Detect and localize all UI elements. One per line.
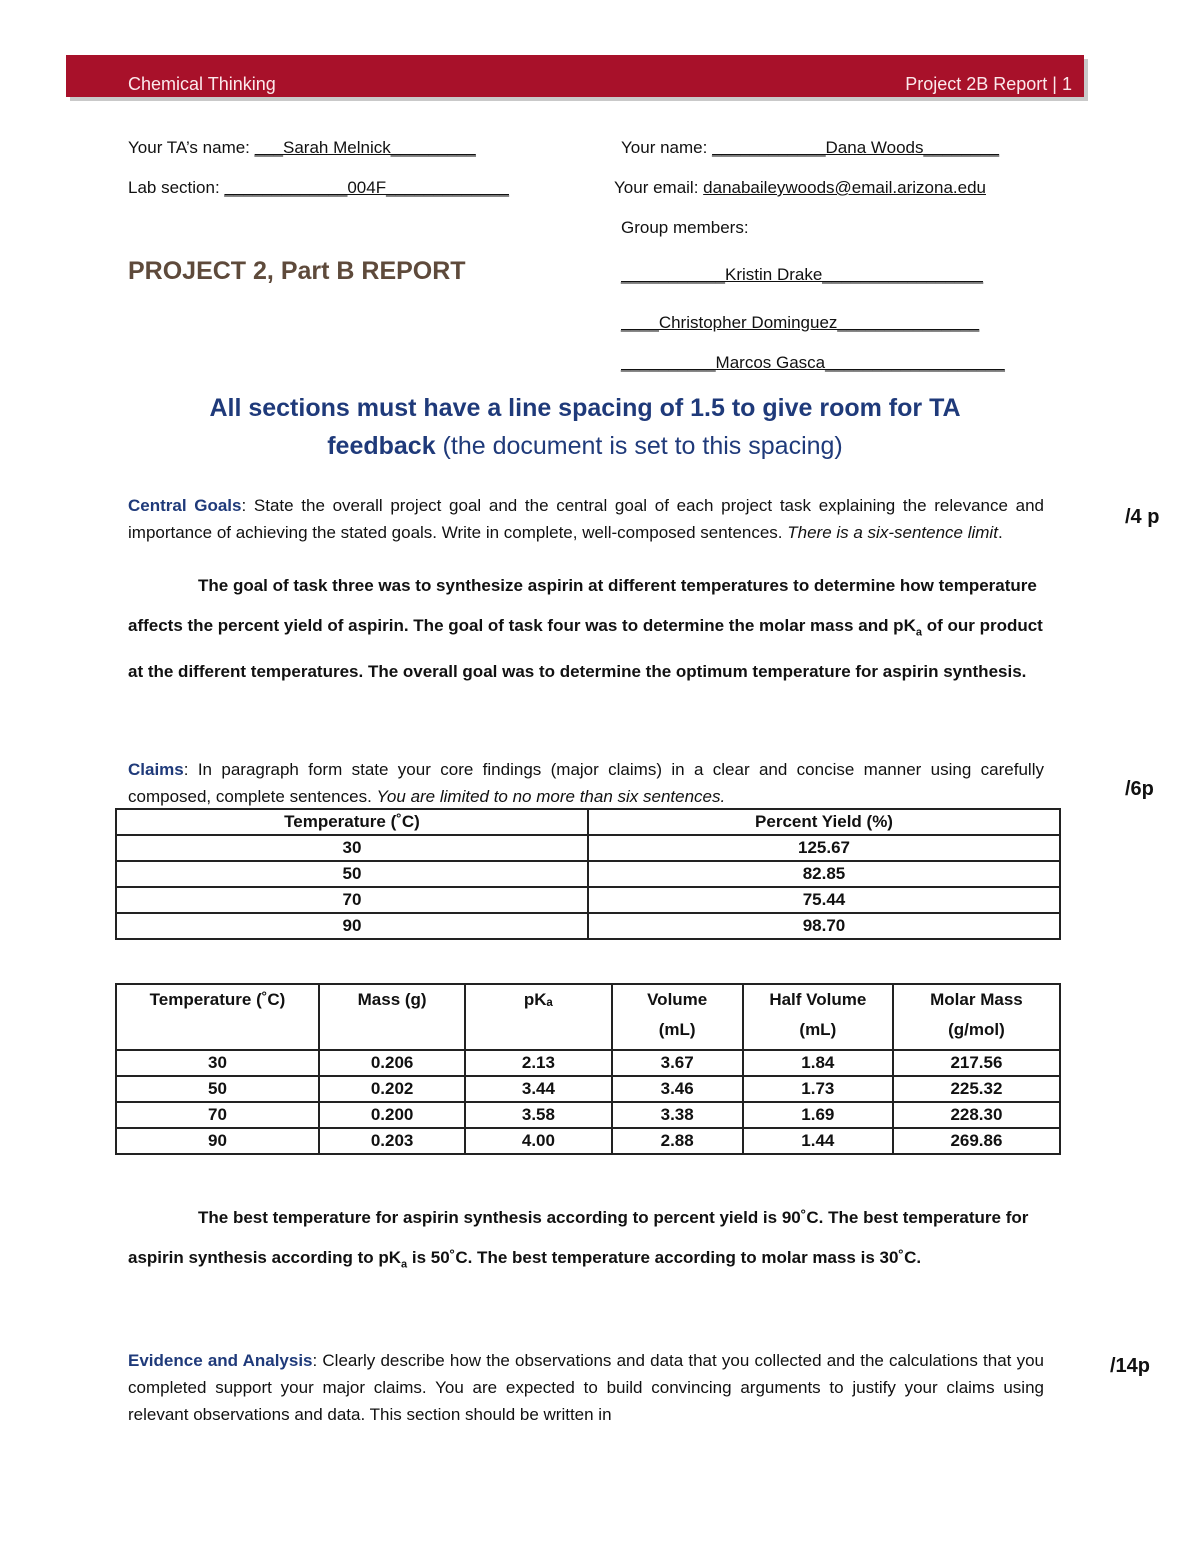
table-cell: 125.67 [588,835,1060,861]
table-cell: 228.30 [893,1102,1060,1128]
percent-yield-table [115,808,1061,940]
table-row [116,861,1060,887]
group-members-label: Group members: [621,218,749,237]
table-header-row [116,809,1060,835]
email-line [614,178,986,198]
table-cell: 225.32 [893,1076,1060,1102]
table-cell: 0.203 [319,1128,465,1154]
column-header [465,984,611,1050]
group-member: ___________Kristin Drake_________________ [621,265,984,284]
table-cell: 0.202 [319,1076,465,1102]
group-member: __________Marcos Gasca___________________ [621,353,1005,372]
table-row [116,1050,1060,1076]
table-row [116,835,1060,861]
section-value: _____________004F_____________ [224,178,509,197]
table-cell: 4.00 [465,1128,611,1154]
header-line: (mL) [799,1020,837,1039]
banner-bold: feedback [327,432,436,460]
evidence-points: /14p [1110,1355,1151,1377]
table-cell: 30 [116,835,588,861]
table-cell: 1.73 [743,1076,893,1102]
claims-limit: You are limited to no more than six sentences. [376,787,726,806]
central-goals-instruction: Central Goals: State the overall project goal and the central goal of each project task explaining the relevance and importance of achieving the stated goals. Write in complete, well-composed sentences. There is a six-sentence limit. [128,496,1044,542]
column-header [893,984,1060,1050]
table-cell: 98.70 [588,913,1060,939]
table-cell: 3.46 [612,1076,743,1102]
claims-text: : In paragraph form state your core findings (major claims) in a clear and concise manner using carefully composed, complete sentences. [128,760,1044,806]
header-line: Half Volume [769,990,867,1009]
ta-value: ___Sarah Melnick_________ [254,138,476,157]
central-goals-text: : State the overall project goal and the central goal of each project task explaining the relevance and importance of achieving the stated goals. Write in complete, well-composed sentences. [128,496,1044,542]
table-row [116,887,1060,913]
evidence-instruction [128,1347,1044,1428]
claims-answer [128,1198,1048,1284]
table-cell: 0.206 [319,1050,465,1076]
table-cell: 3.58 [465,1102,611,1128]
table-cell: 217.56 [893,1050,1060,1076]
table-cell: 3.67 [612,1050,743,1076]
table-cell: 90 [116,1128,319,1154]
table-cell: 1.69 [743,1102,893,1128]
table-cell: 70 [116,1102,319,1128]
table-cell: 1.84 [743,1050,893,1076]
column-header [116,984,319,1050]
section-label: Lab section: [128,178,220,197]
ta-label: Your TA’s name: [128,138,250,157]
table-cell: 0.200 [319,1102,465,1128]
email-value[interactable]: danabaileywoods@email.arizona.edu [703,178,986,197]
table-cell: 75.44 [588,887,1060,913]
table-cell: 50 [116,1076,319,1102]
header-line: pKₐ [523,990,553,1009]
name-label: Your name: [621,138,708,157]
table-cell: 1.44 [743,1128,893,1154]
answer-text: is 50˚C. The best temperature according to molar mass is 30˚C. [407,1248,922,1267]
evidence-text: : Clearly describe how the observations and data that you collected and the calculations that you completed support your major claims. You are expected to build convincing arguments to justify your claims using relevant observations and data. This section should be written in [128,1351,1044,1424]
column-header [743,984,893,1050]
claims-points: /6p [1125,778,1154,800]
email-label: Your email: [614,178,699,197]
course-name: Chemical Thinking [128,74,276,94]
header-line: Molar Mass [930,990,1023,1009]
header-line: (mL) [658,1020,696,1039]
answer-text: of our product at the different temperatures. The overall goal was to determine the optimum temperature for aspirin synthesis. [128,616,1043,682]
header-line: (g/mol) [948,1020,1005,1039]
central-goals-answer [128,566,1048,692]
evidence-heading: Evidence and Analysis [128,1351,313,1370]
spacing-banner-line2 [120,432,1050,461]
report-page-label: Project 2B Report | 1 [905,74,1072,94]
table-cell: 3.44 [465,1076,611,1102]
column-header: Percent Yield (%) [588,809,1060,835]
column-header: Temperature (˚C) [116,809,588,835]
central-goals-limit: There is a six-sentence limit [787,523,998,542]
central-goals-points: /4 p [1125,506,1160,528]
table-row [116,1128,1060,1154]
answer-text: The best temperature for aspirin synthesis according to percent yield is 90˚C. The best temperature for aspirin synthesis according to pK [128,1208,1029,1267]
banner-rest: (the document is set to this spacing) [435,432,843,460]
report-title: PROJECT 2, Part B REPORT [128,257,466,285]
table-cell: 90 [116,913,588,939]
molar-mass-table [115,983,1061,1155]
table-row [116,913,1060,939]
column-header [612,984,743,1050]
group-member: ____Christopher Dominguez_______________ [621,313,980,332]
header-line: Volume [647,990,708,1009]
your-name-line [621,138,999,158]
table-row [116,1076,1060,1102]
claims-heading: Claims [128,760,184,779]
table-cell: 82.85 [588,861,1060,887]
header-line: Temperature (˚C) [149,990,286,1009]
table-row [116,1102,1060,1128]
ta-name-line [128,138,476,158]
column-header [319,984,465,1050]
header-bar [66,55,1084,97]
table-cell: 3.38 [612,1102,743,1128]
spacing-banner-line1: All sections must have a line spacing of 1.5 to give room for TA [209,394,961,422]
central-goals-heading: Central Goals [128,496,242,515]
answer-subscript: a [915,626,922,639]
lab-section-line [128,178,509,198]
table-cell: 2.88 [612,1128,743,1154]
table-cell: 50 [116,861,588,887]
header-line: Mass (g) [357,990,427,1009]
table-cell: 2.13 [465,1050,611,1076]
table-cell: 269.86 [893,1128,1060,1154]
answer-subscript: a [401,1258,408,1271]
answer-text: The goal of task three was to synthesize aspirin at different temperatures to determine how temperature affects the percent yield of aspirin. The goal of task four was to determine the molar mass and pK [128,576,1037,635]
table-cell: 70 [116,887,588,913]
claims-instruction [128,756,1044,810]
name-value: ____________Dana Woods________ [712,138,1000,157]
table-cell: 30 [116,1050,319,1076]
table-header-row [116,984,1060,1050]
